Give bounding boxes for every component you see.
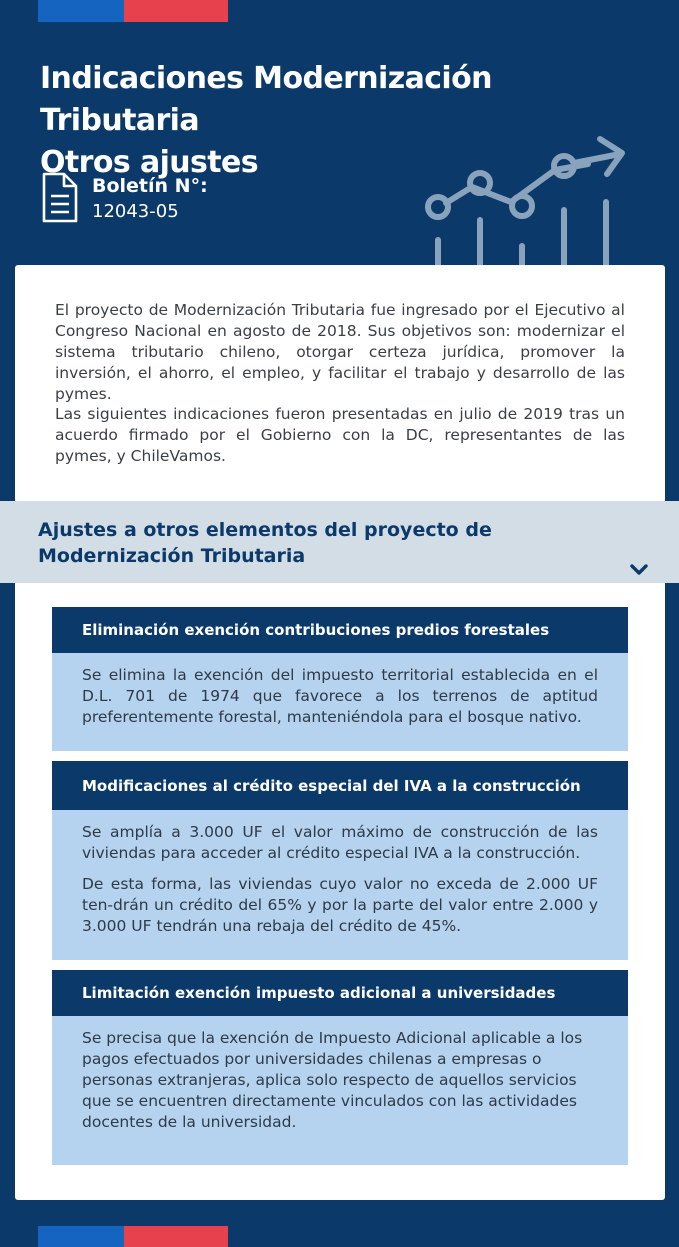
item-paragraph: Se amplía a 3.000 UF el valor máximo de construcción de las viviendas para acceder al crédito especial IVA a la construcción. <box>82 823 598 862</box>
item-card-university-tax <box>52 970 628 1165</box>
item-heading: Limitación exención impuesto adicional a universidades <box>52 970 628 1016</box>
flag-blue-segment <box>38 0 124 22</box>
section-title-line1: Ajustes a otros elementos del proyecto de <box>38 519 492 541</box>
page-title-line2: Otros ajustes <box>40 145 259 180</box>
item-paragraph: Se elimina la exención del impuesto territorial establecida en el D.L. 701 de 1974 que favorece a los terrenos de aptitud preferentemente forestal, manteniéndola para el bosque nativo. <box>82 666 598 726</box>
item-body <box>52 653 628 728</box>
item-paragraph: De esta forma, las viviendas cuyo valor no exceda de 2.000 UF ten-drán un crédito del 65% y por la parte del valor entre 2.000 y 3.000 UF tendrán una rebaja del crédito de 45%. <box>82 875 598 935</box>
document-icon <box>40 172 80 224</box>
item-body <box>52 1016 628 1133</box>
bulletin-number: 12043-05 <box>92 201 179 222</box>
bulletin-label: Boletín N°: <box>92 175 208 197</box>
intro-paragraph-2: Las siguientes indicaciones fueron presentadas en julio de 2019 tras un acuerdo firmado por el Gobierno con la DC, representantes de las pymes, y ChileVamos. <box>55 405 625 465</box>
item-card-iva-construction <box>52 761 628 960</box>
intro-paragraph-1: El proyecto de Modernización Tributaria fue ingresado por el Ejecutivo al Congreso Nacional en agosto de 2018. Sus objetivos son: modernizar el sistema tributario chileno, otorgar certeza jurídica, promover la inversión, el ahorro, el empleo, y facilitar el trabajo y desarrollo de las pymes. <box>55 301 625 403</box>
section-title <box>38 517 498 569</box>
item-card-forest-exemption <box>52 607 628 751</box>
section-title-line2: Modernización Tributaria <box>38 545 306 567</box>
flag-stripe-top <box>38 0 228 22</box>
flag-red-segment <box>124 0 228 22</box>
flag-red-segment <box>124 1226 228 1247</box>
item-paragraph: Se precisa que la exención de Impuesto Adicional aplicable a los pagos efectuados por universidades chilenas a empresas o personas extranjeras, aplica solo respecto de aquellos servicios que se encuentren directamente vinculados con las actividades docentes de la universidad. <box>82 1029 583 1131</box>
flag-stripe-bottom <box>38 1226 228 1247</box>
item-body <box>52 810 628 937</box>
item-heading: Eliminación exención contribuciones predios forestales <box>52 607 628 653</box>
page-title-line1: Indicaciones Modernización Tributaria <box>40 61 492 138</box>
flag-blue-segment <box>38 1226 124 1247</box>
item-heading: Modificaciones al crédito especial del IVA a la construcción <box>52 761 628 810</box>
growth-chart-icon <box>418 128 638 265</box>
chevron-down-icon[interactable] <box>628 561 650 577</box>
